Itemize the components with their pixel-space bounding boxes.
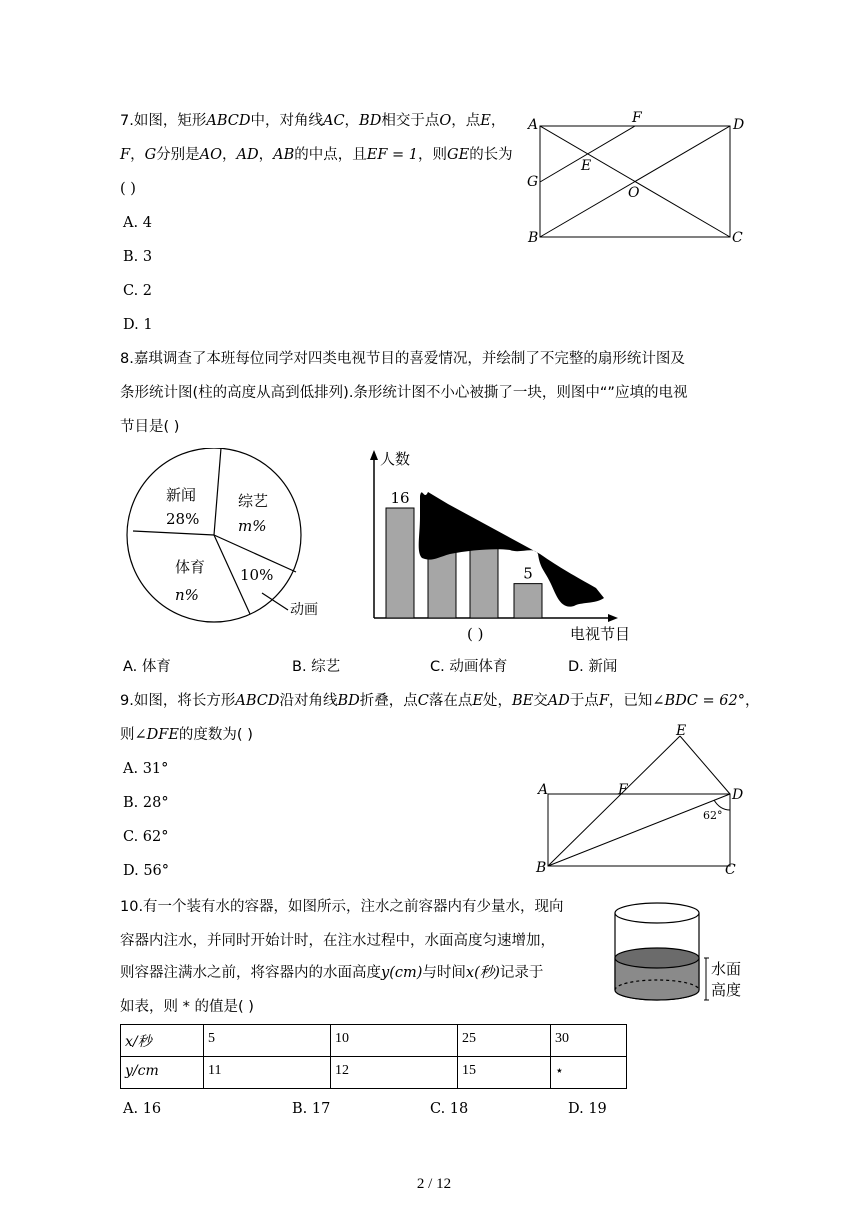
table-cell: y/cm	[121, 1057, 204, 1089]
q10-line4: 如表，则 * 的值是( )	[120, 999, 254, 1015]
q7-var: F	[120, 147, 131, 163]
q8-pie-chart	[118, 448, 338, 628]
table-cell: 25	[458, 1025, 551, 1057]
q9-var: ∠BDC = 62°	[652, 693, 745, 709]
q9-text: 沿对角线	[279, 693, 338, 709]
q7-label-g: G	[527, 174, 539, 190]
q7-rectangle-figure	[520, 105, 760, 250]
q7-option-d: D. 1	[123, 317, 153, 333]
q9-line1	[120, 694, 759, 709]
q7-line1	[120, 114, 505, 129]
container-label-2: 高度	[711, 981, 742, 999]
q8-option-c: C. 动画体育	[430, 659, 508, 675]
q7-label-o: O	[628, 185, 640, 201]
q7-var: GE	[447, 147, 470, 163]
bar-data-label: 16	[390, 489, 410, 507]
q9-var: ABCD	[235, 693, 280, 709]
q7-text: 中，对角线	[250, 113, 323, 129]
q10-option-b: B. 17	[292, 1101, 331, 1117]
q7-var: E	[480, 113, 491, 129]
q7-var: AC	[322, 113, 345, 129]
q10-text: 记录于	[499, 965, 544, 981]
q7-var: AB	[273, 147, 295, 163]
q10-text: 则容器注满水之前，将容器内的水面高度	[120, 965, 381, 981]
q9-var: BE	[511, 693, 534, 709]
q9-var: E	[472, 693, 483, 709]
q9-text: 9.如图，将长方形	[120, 693, 236, 709]
q7-var: BD	[359, 113, 382, 129]
pie-label-animation: 动画	[290, 602, 318, 618]
q9-text: 折叠，点	[359, 693, 418, 709]
page-number: 2 / 12	[416, 1176, 452, 1192]
q8-bar-chart	[360, 446, 650, 646]
q7-label-b: B	[528, 230, 539, 246]
q9-angle-label: 62°	[703, 809, 723, 822]
table-cell: ⋆	[551, 1057, 627, 1089]
q9-fold-figure	[530, 722, 760, 882]
pie-value-sports: n%	[175, 586, 199, 604]
pie-value-variety: m%	[238, 517, 267, 535]
table-row	[121, 1057, 627, 1089]
q9-text: ，	[744, 693, 760, 709]
pie-label-variety: 综艺	[238, 492, 269, 510]
x-axis-arrow	[608, 614, 618, 622]
q8-line1: 8.嘉琪调查了本班每位同学对四类电视节目的喜爱情况，并绘制了不完整的扇形统计图及	[120, 351, 685, 367]
q7-text: 的中点，且	[294, 147, 367, 163]
q9-text: 则	[120, 727, 135, 743]
table-cell: 12	[331, 1057, 458, 1089]
pie-value-news: 28%	[166, 510, 200, 528]
q8-option-b: B. 综艺	[292, 659, 341, 675]
table-row	[121, 1025, 627, 1057]
q7-var: O	[439, 113, 452, 129]
q7-var: AO	[199, 147, 223, 163]
q7-var: ABCD	[206, 113, 251, 129]
q7-label-a: A	[528, 117, 539, 133]
q7-text: ，	[258, 147, 274, 163]
q7-text: ，点	[451, 113, 481, 129]
q9-option-c: C. 62°	[123, 829, 169, 845]
q9-label-b: B	[536, 860, 547, 876]
q9-var: AD	[547, 693, 570, 709]
q9-line2	[120, 728, 253, 743]
container-label-1: 水面	[711, 960, 742, 978]
bar-category-blank: ( )	[467, 625, 484, 643]
q9-text: 交	[533, 693, 548, 709]
q7-text: ，	[344, 113, 360, 129]
q9-text: ，已知	[608, 693, 653, 709]
q9-option-d: D. 56°	[123, 863, 170, 879]
q7-text: 的长为	[469, 147, 513, 163]
q9-text: 落在点	[428, 693, 473, 709]
q9-var: BD	[337, 693, 360, 709]
q9-label-d: D	[732, 787, 744, 803]
q7-text: ，	[490, 113, 506, 129]
bar-ylabel: 人数	[380, 450, 411, 468]
q9-label-e: E	[676, 723, 687, 739]
q7-paren: ( )	[120, 181, 136, 197]
q9-text: 的度数为( )	[178, 727, 253, 743]
q7-text: 相交于点	[381, 113, 440, 129]
q7-var: EF = 1	[366, 147, 419, 163]
q10-option-d: D. 19	[568, 1101, 607, 1117]
q9-text: 于点	[569, 693, 599, 709]
pie-label-news: 新闻	[166, 486, 197, 504]
table-cell: x/秒	[121, 1025, 204, 1057]
pie-value-animation: 10%	[240, 566, 274, 584]
q8-line3: 节目是( )	[120, 419, 180, 435]
q9-label-a: A	[538, 782, 549, 798]
bar-data-label: 5	[523, 564, 533, 583]
q8-option-d: D. 新闻	[568, 659, 618, 675]
q9-var: C	[417, 693, 429, 709]
q7-label-f: F	[632, 110, 642, 126]
q10-line3	[120, 966, 543, 981]
q9-option-b: B. 28°	[123, 795, 169, 811]
table-cell: 15	[458, 1057, 551, 1089]
q9-var: ∠DFE	[134, 727, 179, 743]
q10-value-table	[120, 1024, 627, 1089]
table-cell: 10	[331, 1025, 458, 1057]
q10-option-c: C. 18	[430, 1101, 469, 1117]
q7-text: ，	[222, 147, 237, 163]
q9-option-a: A. 31°	[123, 761, 169, 777]
q10-line1: 10.有一个装有水的容器，如图所示，注水之前容器内有少量水，现向	[120, 899, 564, 915]
q7-label-d: D	[733, 117, 745, 133]
q10-option-a: A. 16	[123, 1101, 162, 1117]
table-cell: 11	[204, 1057, 331, 1089]
bar-xlabel: 电视节目	[570, 625, 631, 643]
table-cell: 30	[551, 1025, 627, 1057]
q7-option-b: B. 3	[123, 249, 153, 265]
q7-label-e: E	[581, 158, 592, 174]
q8-line2: 条形统计图(柱的高度从高到低排列).条形统计图不小心被撕了一块，则图中“”应填的电视	[120, 385, 688, 401]
bar	[386, 508, 414, 618]
q10-var: y(cm)	[381, 965, 423, 981]
q7-label-c: C	[732, 230, 743, 246]
bar	[514, 584, 542, 618]
pie-label-sports: 体育	[175, 558, 206, 576]
q7-line2	[120, 148, 513, 163]
q7-text: ，则	[418, 147, 448, 163]
q9-var: F	[598, 693, 609, 709]
q10-var: x(秒)	[465, 965, 500, 981]
y-axis-arrow	[370, 450, 378, 460]
q10-container-figure	[605, 895, 755, 1010]
q9-label-c: C	[725, 862, 736, 878]
q7-text: 7.如图，矩形	[120, 113, 207, 129]
q8-option-a: A. 体育	[123, 659, 171, 675]
q10-text: 与时间	[422, 965, 466, 981]
q7-var: G	[144, 147, 157, 163]
q7-option-c: C. 2	[123, 283, 153, 299]
q7-text: 分别是	[156, 147, 200, 163]
q10-line2: 容器内注水，并同时开始计时，在注水过程中，水面高度匀速增加，	[120, 933, 555, 949]
q7-var: AD	[236, 147, 259, 163]
q9-text: 处，	[482, 693, 512, 709]
q7-text: ，	[130, 147, 145, 163]
table-cell: 5	[204, 1025, 331, 1057]
q9-label-f: F	[618, 782, 628, 798]
q7-option-a: A. 4	[123, 215, 152, 231]
